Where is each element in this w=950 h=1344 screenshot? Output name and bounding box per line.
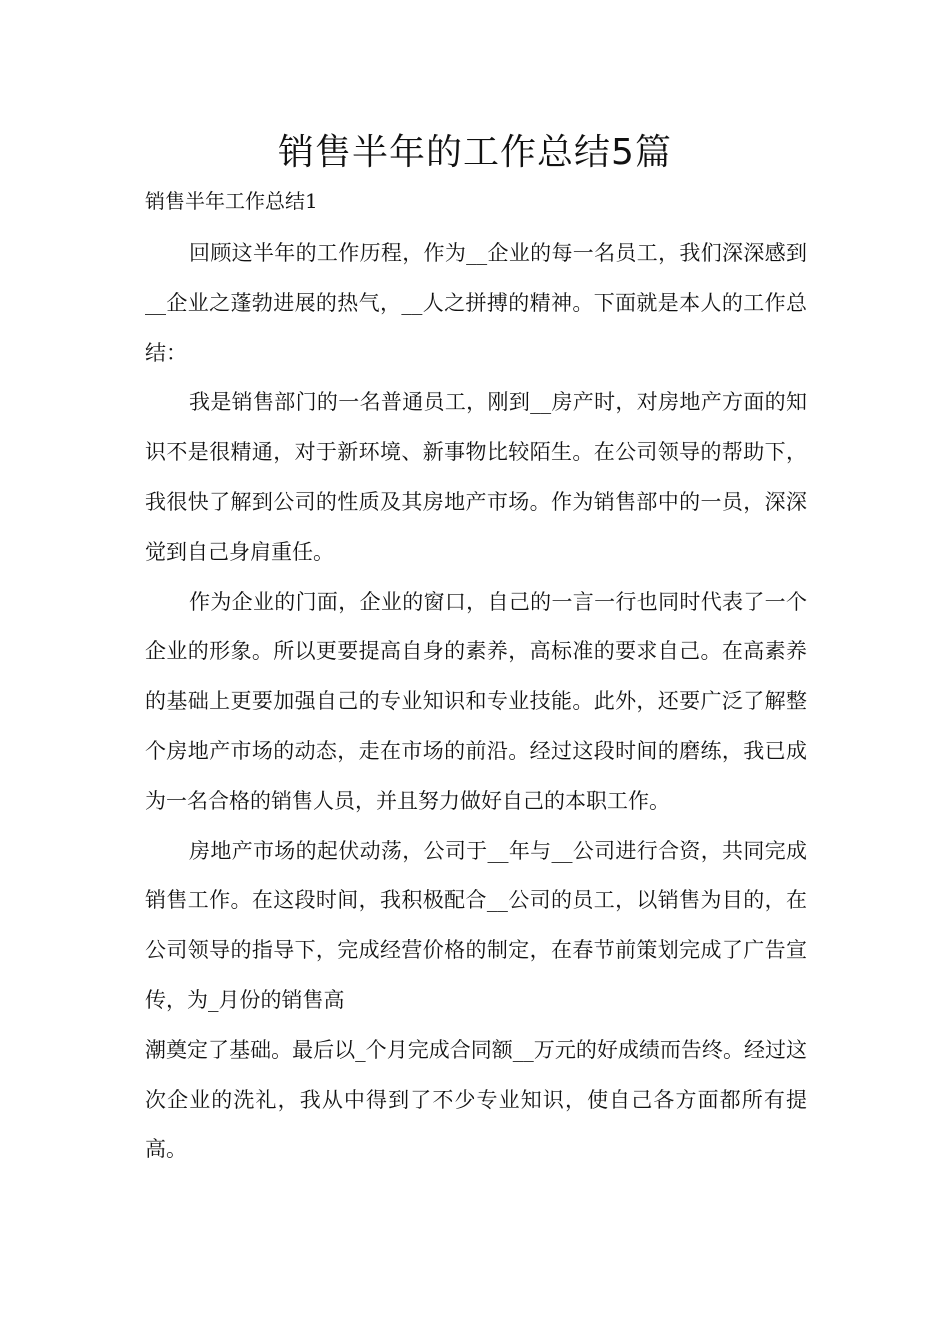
paragraph: 我是销售部门的一名普通员工，刚到__房产时，对房地产方面的知识不是很精通，对于新环境、新事物比较陌生。在公司领导的帮助下，我很快了解到公司的性质及其房地产市场。作为销售部中的一员，深深觉到自己身肩重任。: [145, 390, 807, 564]
section-heading: 销售半年工作总结1: [145, 189, 318, 213]
paragraph-continuation: 潮奠定了基础。最后以_个月完成合同额__万元的好成绩而告终。经过这次企业的洗礼，我从中得到了不少专业知识，使自己各方面都所有提高。: [145, 1037, 807, 1162]
paragraph: 房地产市场的起伏动荡，公司于__年与__公司进行合资，共同完成销售工作。在这段时间，我积极配合__公司的员工，以销售为目的，在公司领导的指导下，完成经营价格的制定，在春节前策划完成了广告宣传，为_月份的销售高: [145, 838, 807, 1012]
paragraph: 作为企业的门面，企业的窗口，自己的一言一行也同时代表了一个企业的形象。所以更要提高自身的素养，高标准的要求自己。在高素养的基础上更要加强自己的专业知识和专业技能。此外，还要广泛了解整个房地产市场的动态，走在市场的前沿。经过这段时间的磨练，我已成为一名合格的销售人员，并且努力做好自己的本职工作。: [145, 589, 807, 813]
document-body: [145, 229, 807, 1175]
document-title: 销售半年的工作总结5篇: [278, 132, 672, 173]
paragraph: 回顾这半年的工作历程，作为__企业的每一名员工，我们深深感到__企业之蓬勃进展的热气，__人之拼搏的精神。下面就是本人的工作总结：: [145, 241, 807, 365]
